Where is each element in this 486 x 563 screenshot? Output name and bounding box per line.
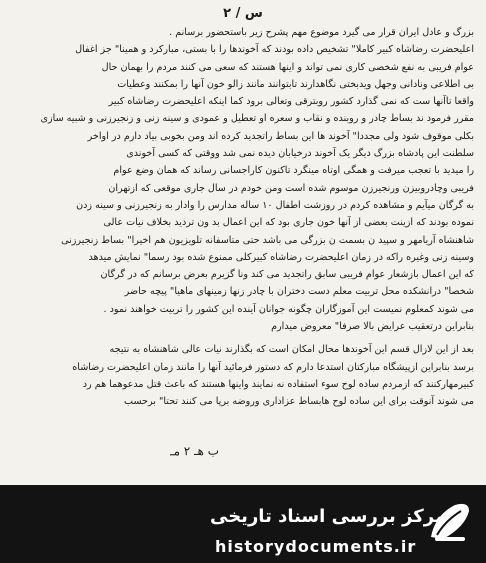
text-line: می شوند آنوقت برای این ساده لوح هابساط عزاداری وروضه برپا می کنند تحتا" برحسب xyxy=(124,396,474,408)
text-line: فریبی وچادروبیزن ورنجیرزن موسوم شده است ومن خودم در سال جاری موقعی که ازتهران xyxy=(108,182,474,194)
text-line: نموده بودند که ازینت بعضی از آنها خون جاری بود که این اعمال بد ون تردید بخلاف نیات عالی xyxy=(103,217,474,229)
text-line: بی اطلاعی ونادانی وجهل ویدبختی نگاهدارند تابتوانند مانند زالو خون آنها را بمکنند وعطیات xyxy=(117,78,474,90)
watermark-title: مرکز بررسی اسناد تاریخی xyxy=(210,506,447,527)
handwritten-signature: ب هـ ۲ مـ xyxy=(169,443,220,459)
text-line: به گرگان میآیم و مشاهده کردم در روزشت اطفال ۱۰ ساله مدارس را وادار به زنجیرزنی و سینه زدن xyxy=(76,199,474,211)
text-line: وسینه زنی وغیره راکه در زمان اعلیحضرت رضاشاه کبیرکلی ممنوع شده بود رسما" نمایش میدهد xyxy=(88,251,474,263)
page-number: س / ۲ xyxy=(223,6,263,21)
text-line: که این اعمال بازشعار عوام فریبی سابق راتجدید می کند ونا گزیرم بعرض برسانم که در گرگان xyxy=(100,269,474,281)
text-line: بنابراین درتعقیب عرایض بالا صرفا" معروض میدارم xyxy=(271,321,474,333)
text-line: کبیرمهارکنند که ازمردم ساده لوح سوء استفاده نه نمایند واینها هستند که باعث قتل مدعوهما هم رد xyxy=(82,378,474,390)
text-line: شاهنشاه آریامهر و سپید ن بسمت ن بزرگی می باشد حتی متاسفانه تلویزیون هم اخیرا" بساط زنجیرزنی xyxy=(61,234,474,246)
text-line: را میدید با تعجب میرفت و همگی اوتاه مینگرد تاکنون کاراجسانی رساند که همان وضع عوام xyxy=(113,165,474,177)
text-line: سلطنت این پادشاه بزرگ دیگر یک آخوند درخیابان دیده نمی شد ووقتی که کسی آخوندی xyxy=(126,148,474,160)
text-line: بکلی موقوف شود ولی مجددا" آخوند ها این بساط راتجدید کرده اند ومن بخوبی بیاد دارم در اواخر xyxy=(87,130,474,142)
text-line: می شوند کمعلوم نمیست این آموزگاران چگونه جوانان آینده این کشور را تربیت خواهند نمود . xyxy=(103,303,474,315)
text-line: برسد بنابراین ازپیشگاه مبارکتان استدعا دارم که دستور فرمائید آنها را مانند زمان اعلیحضرت رضاشاه xyxy=(72,361,474,373)
paragraph-2 xyxy=(12,341,474,410)
text-line: مقرر فرمود ند بساط چادر و روبنده و نقاب و سعره او تعطیل و عمودی و سینه زنی و زنجیرزنی و شبیه سازی xyxy=(40,113,474,125)
text-line: واقعا تاآنها ست که نمی گذارد کشور روبترقی وتعالی برود کما اینکه اعلیحضرت رضاشاه کبیر xyxy=(108,96,474,108)
text-line: عوام فریبی به نفع شخصی کاری نمی تواند و اینها هستند که سعی می کنند مردم را بهمان حال xyxy=(101,61,474,73)
text-line: اعلیحضرت رضاشاه کبیر کاملا" تشخیص داده بودند که آخوندها را با بستی، مبارکرد و همینا" جز اغفال xyxy=(75,44,474,56)
paragraph-1 xyxy=(12,24,474,335)
text-line: بزرگ و عادل ایران قرار می گیرد موضوع مهم پشرح زیر باستحضور برسانم . xyxy=(169,27,474,38)
watermark-url: historydocuments.ir xyxy=(215,537,417,556)
document-body xyxy=(12,24,474,411)
text-line: شخصا" درانشکده محل تربیت معلم دست دختران با چادر زنها زمینهای ماهیا" پیچه حاضر xyxy=(124,286,474,298)
text-line: بعد از این لازال قسم این آخوندها محال امکان است که بگذارند نیات عالی شاهنشاه به نتیجه xyxy=(109,344,474,356)
